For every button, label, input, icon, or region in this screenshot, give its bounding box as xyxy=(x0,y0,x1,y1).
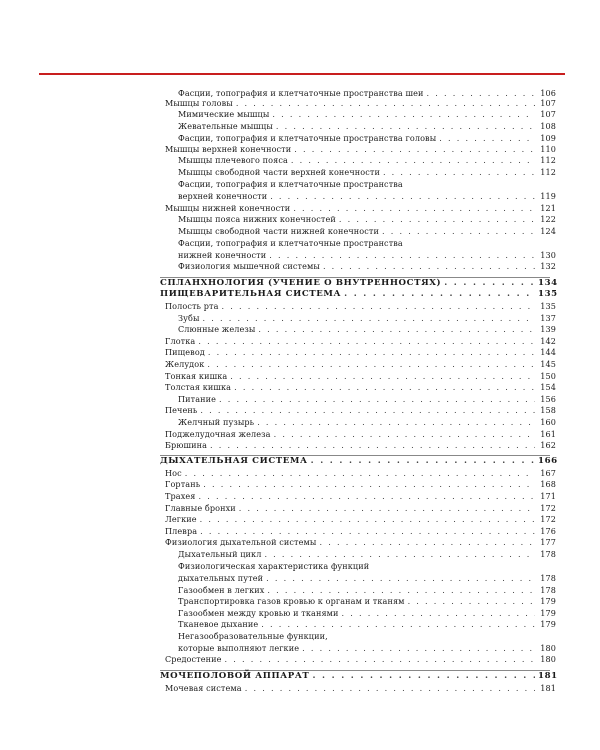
toc-entry-line: Фасции, топография и клетчаточные пространства xyxy=(178,179,403,189)
toc-section[interactable]: ПИЩЕВАРИТЕЛЬНАЯ СИСТЕМА . . . 135 xyxy=(160,289,556,300)
toc-entry[interactable]: Мышцы плечевого пояса . . . 112 xyxy=(178,155,556,166)
toc-entry[interactable]: Трахея . . . 171 xyxy=(165,491,556,502)
toc-entry-line: Физиологическая характеристика функций xyxy=(178,561,370,571)
toc-entry[interactable]: Тканевое дыхание . . . 179 xyxy=(178,619,556,630)
toc-section[interactable]: ДЫХАТЕЛЬНАЯ СИСТЕМА . . . 166 xyxy=(160,456,556,467)
toc-entry[interactable]: Брюшина . . . 162 xyxy=(165,440,556,451)
toc-entry[interactable]: Питание . . . 156 xyxy=(178,394,556,405)
toc-entry[interactable]: Фасции, топография и клетчаточные пространства шеи . . . 106 xyxy=(178,88,556,99)
toc-entry[interactable]: Легкие . . . 172 xyxy=(165,514,556,525)
toc-entry[interactable]: Мышцы головы . . . 107 xyxy=(165,98,556,109)
toc-entry[interactable]: дыхательных путей . . . 178 xyxy=(178,573,556,584)
toc-entry[interactable]: Мышцы пояса нижних конечностей . . . 122 xyxy=(178,214,556,225)
toc-section[interactable]: МОЧЕПОЛОВОЙ АППАРАТ . . . 181 xyxy=(160,671,556,682)
toc-entry[interactable]: Пищевод . . . 144 xyxy=(165,347,556,358)
toc-entry[interactable]: Мышцы свободной части нижней конечности . . . 124 xyxy=(178,226,556,237)
toc-entry[interactable]: Плевра . . . 176 xyxy=(165,526,556,537)
toc-entry-line: Негазообразовательные функции, xyxy=(178,631,328,641)
top-red-rule xyxy=(39,73,565,75)
toc-entry[interactable]: Мимические мышцы . . . 107 xyxy=(178,109,556,120)
toc-entry[interactable]: Мочевая система . . . 181 xyxy=(165,683,556,694)
toc-entry[interactable]: Физиология дыхательной системы . . . 177 xyxy=(165,537,556,548)
toc-entry[interactable]: Гортань . . . 168 xyxy=(165,479,556,490)
toc-entry[interactable]: Печень . . . 158 xyxy=(165,405,556,416)
toc-entry-line: Фасции, топография и клетчаточные пространства xyxy=(178,238,403,248)
toc-entry[interactable]: Нос . . . 167 xyxy=(165,468,556,479)
toc-entry[interactable]: Желчный пузырь . . . 160 xyxy=(178,417,556,428)
toc-entry[interactable]: Газообмен между кровью и тканями . . . 179 xyxy=(178,608,556,619)
toc-entry[interactable]: Желудок . . . 145 xyxy=(165,359,556,370)
toc-entry[interactable]: Главные бронхи . . . 172 xyxy=(165,503,556,514)
toc-entry[interactable]: Мышцы свободной части верхней конечности . . . 112 xyxy=(178,167,556,178)
toc-entry[interactable]: Дыхательный цикл . . . 178 xyxy=(178,549,556,560)
toc-entry[interactable]: Средостение . . . 180 xyxy=(165,654,556,665)
toc-entry[interactable]: Транспортировка газов кровью к органам и тканям . . . 179 xyxy=(178,596,556,607)
toc-entry[interactable]: которые выполняют легкие . . . 180 xyxy=(178,643,556,654)
toc-entry[interactable]: Полость рта . . . 135 xyxy=(165,301,556,312)
toc-entry[interactable]: Глотка . . . 142 xyxy=(165,336,556,347)
toc-entry[interactable]: Жевательные мышцы . . . 108 xyxy=(178,121,556,132)
toc-entry[interactable]: Газообмен в легких . . . 178 xyxy=(178,585,556,596)
toc-entry[interactable]: Слюнные железы . . . 139 xyxy=(178,324,556,335)
toc-entry[interactable]: Физиология мышечной системы . . . 132 xyxy=(178,261,556,272)
toc-entry[interactable]: Тонкая кишка . . . 150 xyxy=(165,371,556,382)
toc-entry[interactable]: Толстая кишка . . . 154 xyxy=(165,382,556,393)
toc-entry[interactable]: Мышцы нижней конечности . . . 121 xyxy=(165,203,556,214)
toc-entry[interactable]: Мышцы верхней конечности . . . 110 xyxy=(165,144,556,155)
toc-entry[interactable]: нижней конечности . . . 130 xyxy=(178,250,556,261)
toc-entry[interactable]: Поджелудочная железа . . . 161 xyxy=(165,429,556,440)
toc-entry[interactable]: Зубы . . . 137 xyxy=(178,313,556,324)
toc-entry[interactable]: верхней конечности . . . 119 xyxy=(178,191,556,202)
toc-section[interactable]: СПЛАНХНОЛОГИЯ (УЧЕНИЕ О ВНУТРЕННОСТЯХ) . . . 134 xyxy=(160,278,556,289)
toc-entry[interactable]: Фасции, топография и клетчаточные пространства головы . . . 109 xyxy=(178,133,556,144)
